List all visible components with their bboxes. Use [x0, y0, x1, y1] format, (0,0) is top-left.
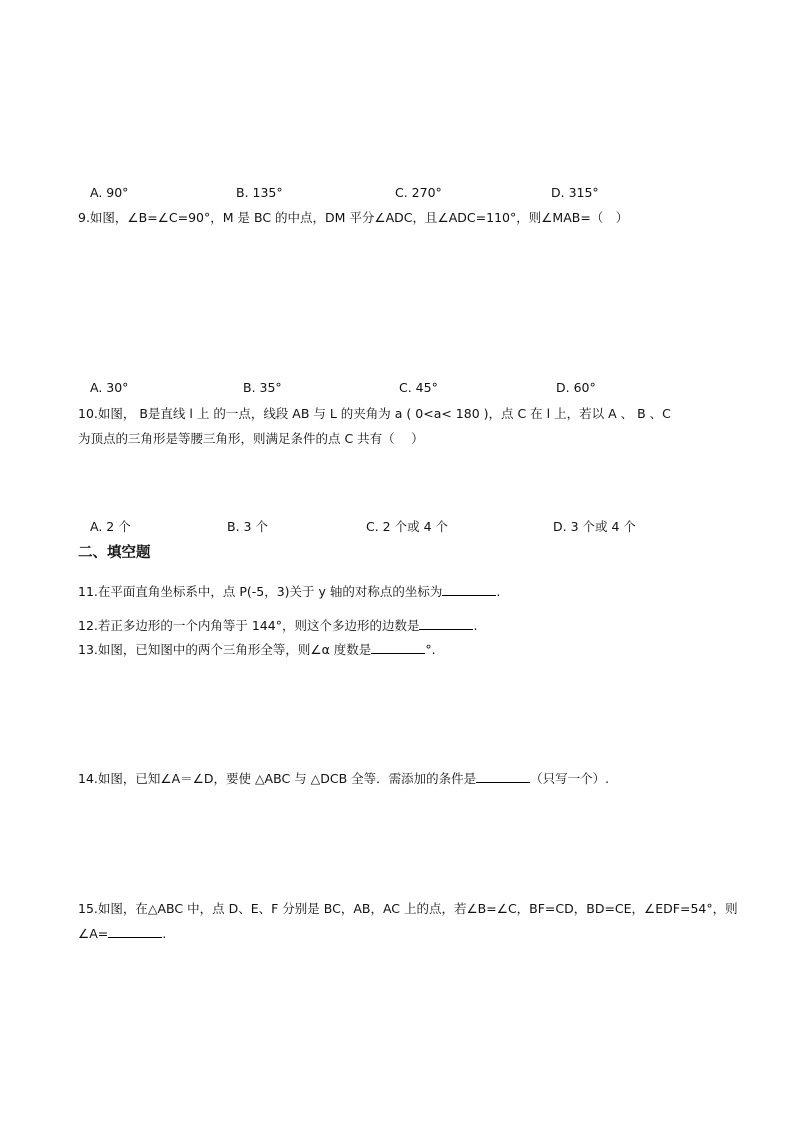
q15-prompt: ∠A=: [78, 926, 109, 941]
q15-answer-blank[interactable]: [108, 925, 162, 938]
q9-label-a: A: [78, 356, 87, 370]
q14-prompt: 14.如图，已知∠A＝∠D，要使 △ABC 与 △DCB 全等．需添加的条件是: [78, 771, 477, 786]
q14-end: （只写一个）.: [530, 771, 610, 786]
q13-triangle-right: [194, 681, 290, 748]
q13-label-c: c: [150, 697, 157, 711]
q10-option-d[interactable]: D. 3 个或 4 个: [553, 519, 636, 534]
q13-label-alpha: α: [262, 731, 271, 745]
q9-option-c[interactable]: C. 45°: [399, 380, 438, 395]
q8-triangle: [92, 85, 208, 172]
q8-label-n1: 1: [110, 109, 118, 123]
q9-label-m: M: [168, 294, 181, 308]
q14-label-a: A: [84, 793, 93, 807]
q10-option-c[interactable]: C. 2 个或 4 个: [366, 519, 449, 534]
q12-prompt: 12.若正多边形的一个内角等于 144°，则这个多边形的边数是: [78, 618, 420, 633]
q10-label-l: l: [193, 476, 198, 490]
q8-label-c: C: [86, 136, 96, 150]
q15-end: .: [162, 926, 167, 941]
q10-label-a: A: [108, 457, 118, 471]
q8-label-a: A: [210, 138, 219, 152]
q11-text: [78, 583, 500, 600]
q13-label-a: a: [95, 694, 103, 708]
q8-option-d[interactable]: D. 315°: [551, 185, 599, 200]
q14-label-b: B: [77, 878, 86, 892]
q14-answer-blank[interactable]: [476, 770, 530, 783]
q9-option-a[interactable]: A. 30°: [90, 380, 129, 395]
q12-end: .: [473, 618, 478, 633]
q14-text: [78, 770, 609, 787]
q13-label-angle-right: 72°: [135, 732, 157, 746]
q14-lines: [85, 806, 226, 878]
q13-label-b: b: [118, 750, 126, 764]
q14-label-o: O: [149, 845, 159, 859]
q14-label-c: C: [227, 877, 237, 891]
q8-option-c[interactable]: C. 270°: [395, 185, 442, 200]
q10-option-b[interactable]: B. 3 个: [227, 519, 268, 534]
q13-text: [78, 641, 436, 658]
q11-end: .: [496, 584, 501, 599]
q15-text-line2: [78, 925, 166, 942]
q9-option-d[interactable]: D. 60°: [556, 380, 596, 395]
q10-label-alpha: α: [118, 477, 127, 490]
q10-text-line2: 为顶点的三角形是等腰三角形，则满足条件的点 C 共有（ ）: [78, 431, 424, 446]
q9-label-c: C: [163, 238, 173, 252]
q10-text-line1: 10.如图， B是直线 l 上 的一点，线段 AB 与 L 的夹角为 a ( 0<a< 180 )，点 C 在 l 上，若以 A 、 B 、C: [78, 406, 671, 421]
q14-label-d: D: [219, 794, 229, 808]
q11-answer-blank[interactable]: [442, 583, 496, 596]
q13-label-angle-left: 58°: [90, 732, 112, 746]
q15-text-line1: 15.如图，在△ABC 中，点 D、E、F 分别是 BC，AB，AC 上的点，若∠B=∠C，BF=CD，BD=CE，∠EDF=54°，则: [78, 901, 738, 916]
q9-text: 9.如图，∠B=∠C=90°，M 是 BC 的中点，DM 平分∠ADC，且∠ADC=110°，则∠MAB=（ ）: [78, 210, 629, 225]
q8-label-b: B: [88, 81, 97, 95]
q10-lines: [80, 470, 192, 490]
q13-end: °.: [425, 642, 436, 657]
q9-option-b[interactable]: B. 35°: [243, 380, 282, 395]
q10-label-b: B: [132, 491, 143, 505]
q12-answer-blank[interactable]: [419, 617, 473, 630]
q8-label-n2: 2: [128, 133, 136, 147]
q10-option-a[interactable]: A. 2 个: [90, 519, 131, 534]
q13-label-a2: a: [250, 695, 258, 709]
q9-label-b: B: [158, 356, 167, 370]
q13-answer-blank[interactable]: [371, 641, 425, 654]
q8-option-a[interactable]: A. 90°: [90, 185, 129, 200]
q13-label-c2: c: [237, 750, 244, 764]
q11-prompt: 11.在平面直角坐标系中，点 P(-5，3)关于 y 轴的对称点的坐标为: [78, 584, 443, 599]
q9-quadrilateral: [84, 254, 164, 354]
q13-prompt: 13.如图，已知图中的两个三角形全等，则∠α 度数是: [78, 642, 372, 657]
q12-text: [78, 617, 477, 634]
q9-label-d: D: [123, 238, 133, 252]
q8-option-b[interactable]: B. 135°: [236, 185, 283, 200]
section-fill-blank-heading: 二、填空题: [78, 545, 151, 561]
q13-label-angle-top: 50°: [118, 686, 140, 700]
